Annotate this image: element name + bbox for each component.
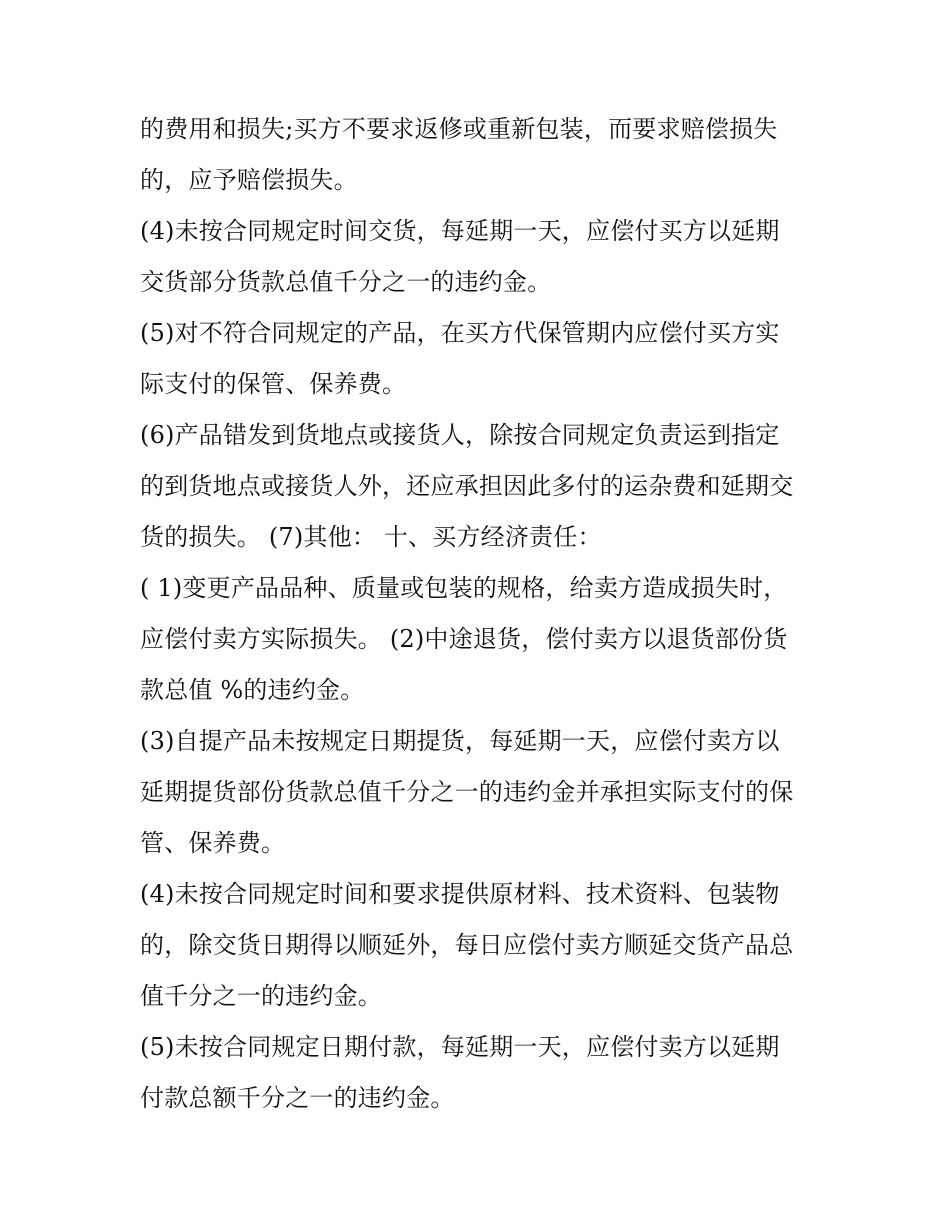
text-line: 管、保养费。 bbox=[140, 829, 286, 857]
text-line: 交货部分货款总值千分之一的违约金。 bbox=[140, 268, 552, 296]
text-line: 际支付的保管、保养费。 bbox=[140, 370, 407, 398]
document-body bbox=[140, 104, 830, 1124]
text-line: 的到货地点或接货人外，还应承担因此多付的运杂费和延期交 bbox=[140, 472, 794, 500]
text-line: (5)对不符合同规定的产品，在买方代保管期内应偿付买方实 bbox=[140, 319, 780, 347]
text-line: 付款总额千分之一的违约金。 bbox=[140, 1084, 455, 1112]
text-line: 款总值 %的违约金。 bbox=[140, 676, 365, 704]
text-line: 应偿付卖方实际损失。 (2)中途退货，偿付卖方以退货部份货 bbox=[140, 625, 788, 653]
text-line: (6)产品错发到货地点或接货人，除按合同规定负责运到指定 bbox=[140, 421, 780, 449]
text-line: (4)未按合同规定时间交货，每延期一天，应偿付买方以延期 bbox=[140, 217, 780, 245]
text-line: 货的损失。 (7)其他： 十、买方经济责任： bbox=[140, 523, 602, 551]
text-line: 的，除交货日期得以顺延外，每日应偿付卖方顺延交货产品总 bbox=[140, 931, 794, 959]
text-line: 值千分之一的违约金。 bbox=[140, 982, 382, 1010]
text-line: (3)自提产品未按规定日期提货，每延期一天，应偿付卖方以 bbox=[140, 727, 780, 755]
text-line: ( 1)变更产品品种、质量或包装的规格，给卖方造成损失时， bbox=[140, 574, 788, 602]
text-line: 的费用和损失;买方不要求返修或重新包装，而要求赔偿损失 bbox=[140, 115, 778, 143]
text-line: (5)未按合同规定日期付款，每延期一天，应偿付卖方以延期 bbox=[140, 1033, 780, 1061]
text-line: (4)未按合同规定时间和要求提供原材料、技术资料、包装物 bbox=[140, 880, 780, 908]
text-line: 延期提货部份货款总值千分之一的违约金并承担实际支付的保 bbox=[140, 778, 794, 806]
text-line: 的，应予赔偿损失。 bbox=[140, 166, 358, 194]
